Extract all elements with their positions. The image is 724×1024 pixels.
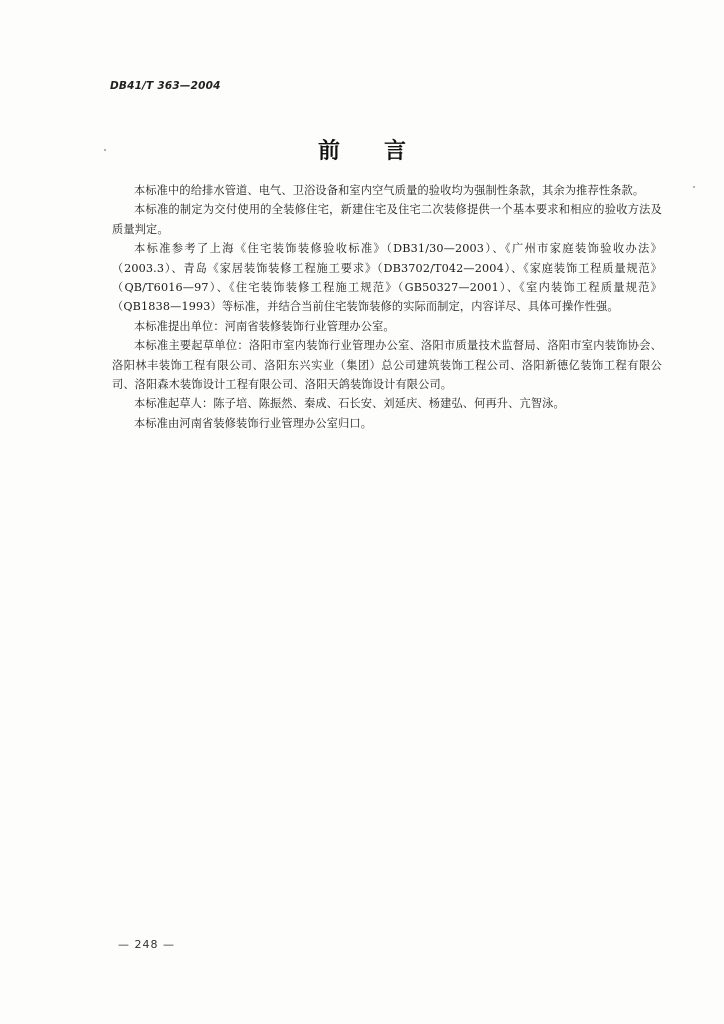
scan-speck [693,186,695,188]
paragraph-drafters: 本标准起草人：陈子培、陈振然、秦成、石长安、刘延庆、杨建弘、何再升、亢智泳。 [134,397,565,411]
paragraph-references: 本标准参考了上海《住宅装饰装修验收标准》（DB31/30—2003）、《广州市家庭装饰验收办法》（2003.3）、青岛《家居装饰装修工程施工要求》（DB3702/T042—2004）、《家庭装饰工程质量规范》（QB/T6016—97）、《住宅装饰装修工程施工规范》（GB50327—2001）、《室内装饰工程质量规范》（QB1838—1993）等标准，并结合当前住宅装饰装修的实际而制定，内容详尽、具体可操作性强。 [112,242,662,314]
page-title: 前言 [317,139,450,164]
page-number: — 248 — [118,938,175,951]
paragraph-purpose: 本标准的制定为交付使用的全装修住宅，新建住宅及住宅二次装修提供一个基本要求和相应的验收方法及质量判定。 [112,203,662,236]
paragraph-responsible-body: 本标准由河南省装修装饰行业管理办公室归口。 [134,416,373,430]
standard-code: DB41/T 363—2004 [110,80,221,92]
paragraph-proposer: 本标准提出单位：河南省装修装饰行业管理办公室。 [134,319,395,333]
preface-body [112,181,662,433]
paragraph-drafting-units: 本标准主要起草单位：洛阳市室内装饰行业管理办公室、洛阳市质量技术监督局、洛阳市室内装饰协会、洛阳林丰装饰工程有限公司、洛阳东兴实业（集团）总公司建筑装饰工程公司、洛阳新德亿装饰工程有限公司、洛阳森木装饰设计工程有限公司、洛阳天鸽装饰设计有限公司。 [112,339,662,392]
paragraph-mandatory-clauses: 本标准中的给排水管道、电气、卫浴设备和室内空气质量的验收均为强制性条款，其余为推荐性条款。 [134,184,645,197]
scan-speck [104,149,106,151]
